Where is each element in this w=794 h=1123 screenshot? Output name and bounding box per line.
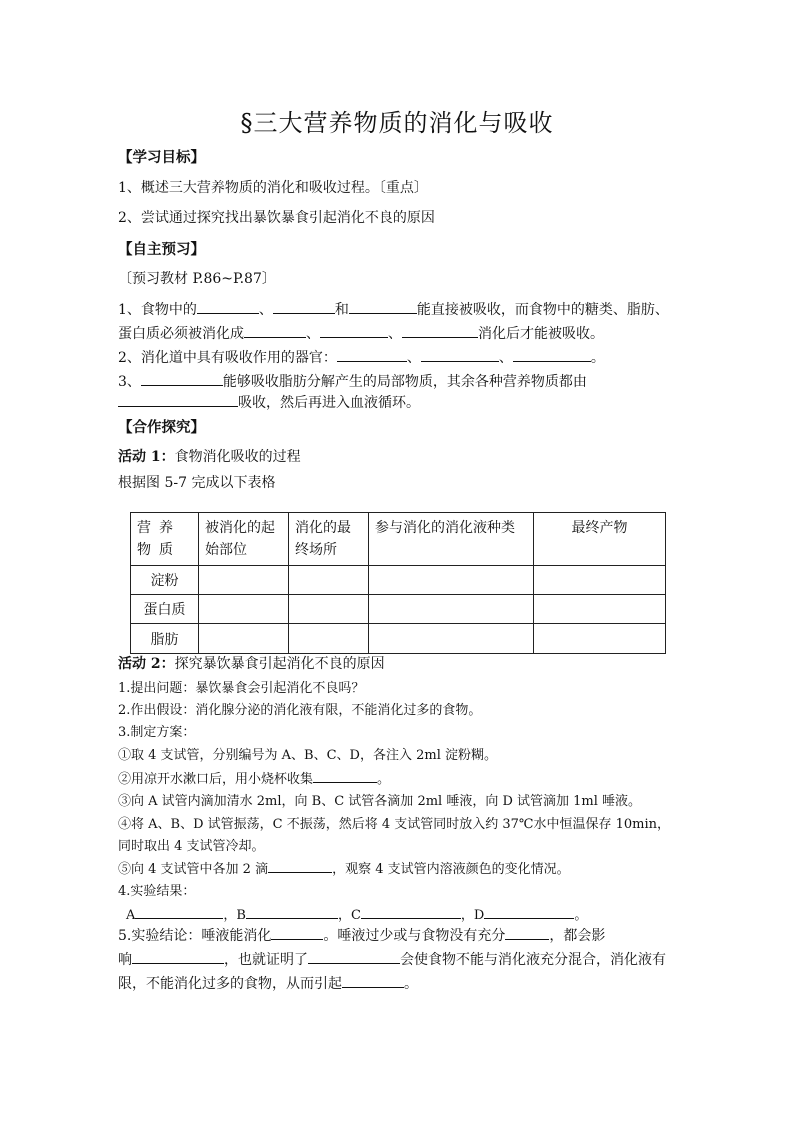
table-cell[interactable] [199,624,289,654]
table-cell[interactable] [289,595,369,624]
results-line: A ，B ，C ，D 。 [126,903,587,923]
table-cell[interactable] [199,566,289,595]
plan-item: ③向 A 试管内滴加清水 2ml，向 B、C 试管各滴加 2ml 唾液，向 D 试管滴加 1ml 唾液。 [118,794,642,809]
section-heading-goals: 【学习目标】 [118,149,205,166]
plan-item: ②用凉开水漱口后，用小烧杯收集 。 [118,767,390,787]
fill-blank[interactable] [484,903,574,919]
table-header-row [131,513,666,566]
table-header-cell: 消化的最终场所 [289,513,369,566]
table-cell[interactable] [534,595,666,624]
table-cell[interactable] [534,566,666,595]
activity-2-step: 1.提出问题：暴饮暴食会引起消化不良吗？ [118,681,365,696]
preview-question-3-line-2: 吸收，然后再进入血液循环。 [118,391,420,412]
table-cell[interactable] [369,595,534,624]
table-row-label: 淀粉 [131,566,199,595]
section-heading-cooperate: 【合作探究】 [118,419,205,436]
fill-blank[interactable] [244,322,306,338]
page-title: §三大营养物质的消化与吸收 [240,109,554,137]
goal-item: 2、尝试通过探究找出暴饮暴食引起消化不良的原因 [118,210,435,226]
fill-blank[interactable] [361,903,461,919]
fill-blank[interactable] [246,903,338,919]
preview-question-2: 2、消化道中具有吸收作用的器官： 、 、 。 [118,346,605,367]
fill-blank[interactable] [342,972,404,988]
table-header-cell: 最终产物 [534,513,666,566]
fill-blank[interactable] [337,346,407,362]
fill-blank[interactable] [349,298,417,314]
activity-2-heading: 活动 2：探究暴饮暴食引起消化不良的原因 [118,656,385,672]
table-cell[interactable] [369,566,534,595]
plan-item: ⑤向 4 支试管中各加 2 滴 ，观察 4 支试管内溶液颜色的变化情况。 [118,857,570,877]
table-row [131,624,666,654]
fill-blank[interactable] [268,857,332,873]
fill-blank[interactable] [273,298,335,314]
activity-2-step: 4.实验结果： [118,884,196,899]
activity-1-heading: 活动 1：食物消化吸收的过程 [118,449,301,465]
table-header-cell: 营养物质 [131,513,199,566]
fill-blank[interactable] [141,370,223,386]
table-row [131,566,666,595]
plan-item: 同时取出 4 支试管冷却。 [118,839,265,854]
fill-blank[interactable] [271,924,323,940]
conclusion-line-2: 响 ，也就证明了 会使食物不能与消化液充分混合，消化液有 [118,948,666,969]
fill-blank[interactable] [135,903,223,919]
fill-blank[interactable] [320,322,388,338]
table-header-cell: 被消化的起始部位 [199,513,289,566]
activity-2-step: 2.作出假设：消化腺分泌的消化液有限，不能消化过多的食物。 [118,703,482,718]
table-row-label: 脂肪 [131,624,199,654]
table-row [131,595,666,624]
table-cell[interactable] [199,595,289,624]
fill-blank[interactable] [118,391,238,407]
preview-question-1-line-2: 蛋白质必须被消化成 、 、 消化后才能被吸收。 [118,322,604,343]
goal-item: 1、概述三大营养物质的消化和吸收过程。〔重点〕 [118,180,428,196]
fill-blank[interactable] [132,948,224,964]
fill-blank[interactable] [313,767,377,783]
plan-item: ④将 A、B、D 试管振荡，C 不振荡，然后将 4 支试管同时放入约 37℃水中恒温保存 10min， [118,817,670,832]
table-cell[interactable] [289,566,369,595]
preview-question-3-line-1: 3、 能够吸收脂肪分解产生的局部物质，其余各种营养物质都由 [118,370,587,391]
plan-item: ①取 4 支试管，分别编号为 A、B、C、D，各注入 2ml 淀粉糊。 [118,748,497,763]
conclusion-line-3: 限，不能消化过多的食物，从而引起 。 [118,972,418,993]
preview-note: 〔预习教材 P.86~P.87〕 [118,271,276,287]
fill-blank[interactable] [505,924,549,940]
table-cell[interactable] [369,624,534,654]
table-cell[interactable] [289,624,369,654]
nutrient-table [130,512,666,654]
fill-blank[interactable] [197,298,259,314]
fill-blank[interactable] [513,346,591,362]
fill-blank[interactable] [402,322,478,338]
conclusion-line-1: 5.实验结论：唾液能消化 。唾液过少或与食物没有充分 ，都会影 [118,924,605,945]
section-heading-preview: 【自主预习】 [118,241,205,258]
table-row-label: 蛋白质 [131,595,199,624]
fill-blank[interactable] [308,948,400,964]
activity-1-instruction: 根据图 5-7 完成以下表格 [118,475,276,491]
table-header-cell: 参与消化的消化液种类 [369,513,534,566]
fill-blank[interactable] [421,346,499,362]
table-cell[interactable] [534,624,666,654]
activity-2-step: 3.制定方案： [118,725,196,740]
preview-question-1-line-1: 1、食物中的 、 和 能直接被吸收，而食物中的糖类、脂肪、 [118,298,669,319]
